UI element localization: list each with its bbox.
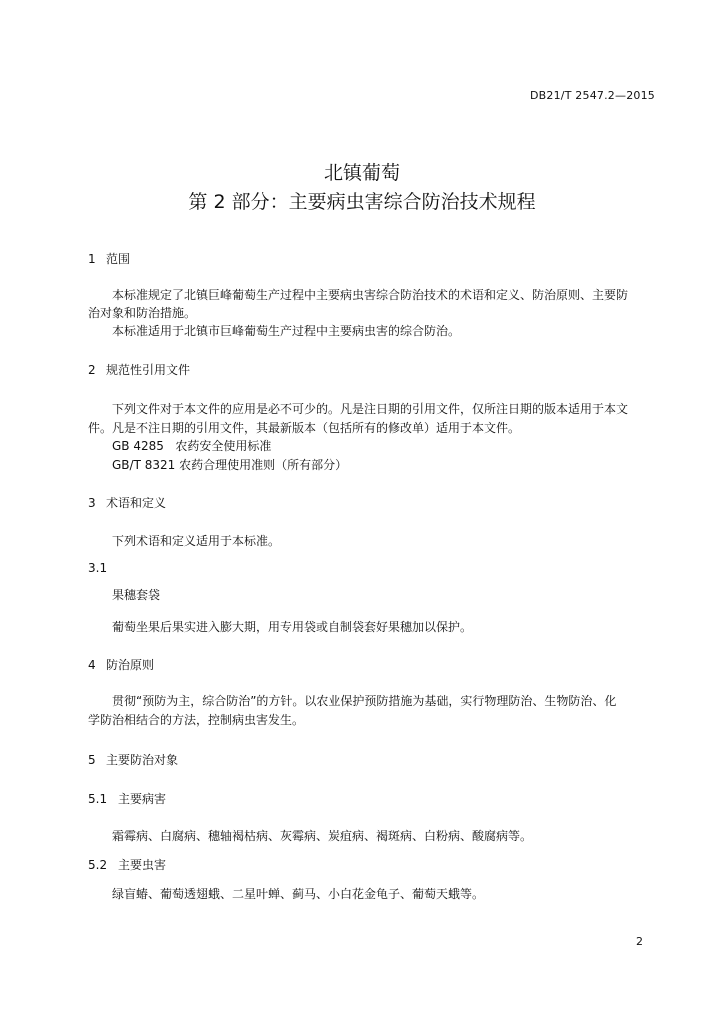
subsection-5-1-heading bbox=[88, 790, 166, 807]
reference-item: GB/T 8321 农药合理使用准则（所有部分） bbox=[112, 458, 348, 472]
section-title: 防治原则 bbox=[106, 658, 155, 672]
section-title: 规范性引用文件 bbox=[106, 363, 191, 377]
paragraph-line: 本标准规定了北镇巨峰葡萄生产过程中主要病虫害综合防治技术的术语和定义、防治原则、主要防 bbox=[112, 288, 629, 302]
section-5-heading bbox=[88, 751, 178, 768]
subsection-number: 5.2 bbox=[88, 858, 108, 872]
section-number: 1 bbox=[88, 252, 96, 266]
subsection-title: 主要病害 bbox=[118, 792, 167, 806]
paragraph-line: 贯彻“预防为主，综合防治”的方针。以农业保护预防措施为基础，实行物理防治、生物防治、化 bbox=[112, 694, 617, 708]
paragraph-line: 下列术语和定义适用于本标准。 bbox=[112, 534, 281, 548]
term-name: 果穗套袋 bbox=[112, 588, 161, 602]
subsection-number: 3.1 bbox=[88, 561, 108, 575]
section-3-heading bbox=[88, 494, 166, 511]
section-number: 4 bbox=[88, 658, 96, 672]
term-definition: 葡萄坐果后果实进入膨大期，用专用袋或自制袋套好果穗加以保护。 bbox=[112, 620, 473, 634]
subsection-number: 5.1 bbox=[88, 792, 108, 806]
paragraph-line: 绿盲蝽、葡萄透翅蛾、二星叶蝉、蓟马、小白花金龟子、葡萄天蛾等。 bbox=[112, 887, 485, 901]
subsection-title: 主要虫害 bbox=[118, 858, 167, 872]
paragraph-line: 治对象和防治措施。 bbox=[88, 306, 197, 320]
document-subtitle: 第 2 部分：主要病虫害综合防治技术规程 bbox=[188, 191, 536, 213]
paragraph-line: 霜霉病、白腐病、穗轴褐枯病、灰霉病、炭疽病、褐斑病、白粉病、酸腐病等。 bbox=[112, 829, 533, 843]
paragraph-line: 下列文件对于本文件的应用是必不可少的。凡是注日期的引用文件，仅所注日期的版本适用于本文 bbox=[112, 402, 629, 416]
page-number: 2 bbox=[636, 935, 643, 948]
section-number: 5 bbox=[88, 753, 96, 767]
section-number: 2 bbox=[88, 363, 96, 377]
paragraph-line: 本标准适用于北镇市巨峰葡萄生产过程中主要病虫害的综合防治。 bbox=[112, 324, 461, 338]
reference-item: GB 4285 农药安全使用标准 bbox=[112, 439, 272, 453]
document-title: 北镇葡萄 bbox=[323, 162, 400, 184]
section-number: 3 bbox=[88, 496, 96, 510]
section-title: 主要防治对象 bbox=[106, 753, 179, 767]
paragraph-line: 学防治相结合的方法，控制病虫害发生。 bbox=[88, 713, 305, 727]
subsection-5-2-heading bbox=[88, 856, 166, 873]
section-title: 范围 bbox=[106, 252, 131, 266]
paragraph-line: 件。凡是不注日期的引用文件，其最新版本（包括所有的修改单）适用于本文件。 bbox=[88, 421, 521, 435]
section-title: 术语和定义 bbox=[106, 496, 167, 510]
section-2-heading bbox=[88, 361, 190, 378]
section-1-heading bbox=[88, 250, 130, 267]
standard-code: DB21/T 2547.2—2015 bbox=[529, 89, 655, 102]
section-4-heading bbox=[88, 656, 154, 673]
